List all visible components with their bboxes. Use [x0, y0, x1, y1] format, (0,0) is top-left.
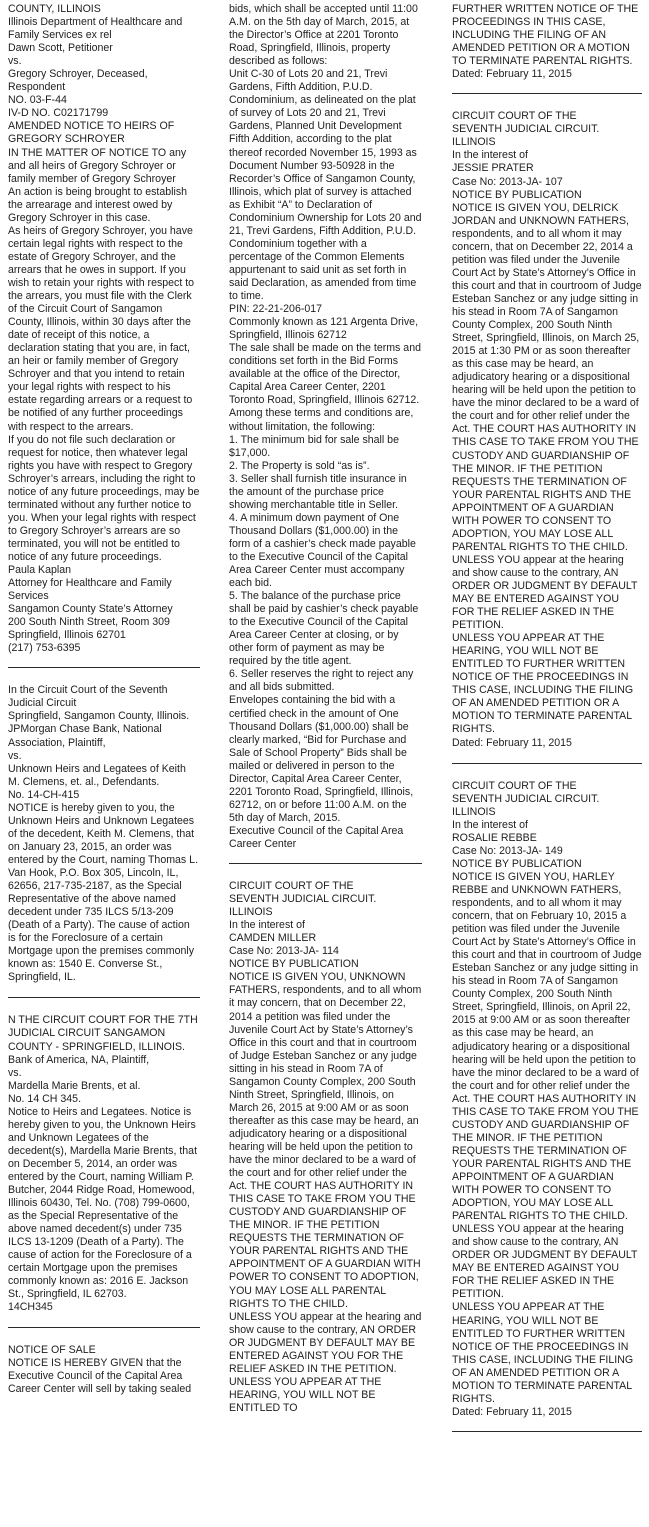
court-circuit: SEVENTH JUDICIAL CIRCUIT. ILLINOIS: [229, 893, 377, 919]
sale-term-item: 2. The Property is sold “as is”.: [229, 459, 370, 472]
notice-title: NOTICE BY PUBLICATION: [452, 857, 582, 870]
notice-camden-miller-continued: [452, 3, 642, 81]
case-number: Case No: 2013-JA- 114: [229, 945, 339, 958]
column-1: [8, 3, 200, 1396]
case-number: Case No: 2013-JA- 149: [452, 844, 563, 857]
notice-title: AMENDED NOTICE TO HEIRS OF GREGORY SCHROYER: [8, 120, 175, 146]
defendants-name: Mardella Marie Brents, et al.: [8, 1079, 141, 1092]
notice-of-sale: [8, 1344, 200, 1396]
interest-of-label: In the interest of: [452, 149, 528, 162]
attorney-phone: (217) 753-6395: [8, 642, 81, 655]
minor-name: CAMDEN MILLER: [229, 932, 317, 945]
court-county-line: COUNTY, ILLINOIS: [8, 3, 101, 15]
notice-rosalie-rebbe: [452, 780, 642, 1419]
sale-term-item: 3. Seller shall furnish title insurance in the amount of the purchase price showing merchantable title in Seller.: [229, 472, 407, 511]
sale-term-item: 5. The balance of the purchase price shall be paid by cashier’s check payable to the Executive Council of the Capital Area Career Center at closing, or by other form of payment as may be required by the title agent.: [229, 590, 419, 668]
attorney-name: Paula Kaplan: [8, 564, 72, 577]
notice-divider: [8, 1327, 200, 1328]
notice-paragraph: UNLESS YOU appear at the hearing and show cause to the contrary, AN ORDER OR JUDGMENT BY DEFAULT MAY BE ENTERED AGAINST YOU FOR THE RELIEF ASKED IN THE PETITION.: [452, 1223, 638, 1301]
case-number: NO. 03-F-44: [8, 94, 67, 107]
notice-paragraph: UNLESS YOU appear at the hearing and show cause to the contrary, AN ORDER OR JUDGMENT BY DEFAULT MAY BE ENTERED AGAINST YOU FOR THE RELIEF ASKED IN THE PETITION.: [452, 553, 638, 632]
sale-term-item: 4. A minimum down payment of One Thousand Dollars ($1,000.00) in the form of a cashier’s check made payable to the Executive Council of the Capital Area Career Center must accompany each bid.: [229, 511, 416, 590]
respondent-name: Gregory Schroyer, Deceased, Respondent: [8, 68, 148, 94]
petitioner-agency: Illinois Department of Healthcare and Family Services ex rel: [8, 16, 183, 42]
property-address: Commonly known as 121 Argenta Drive, Springfield, Illinois 62712: [229, 316, 419, 342]
versus-text: vs.: [8, 55, 22, 68]
notice-paragraph: UNLESS YOU appear at the hearing and show cause to the contrary, AN ORDER OR JUDGMENT BY DEFAULT MAY BE ENTERED AGAINST YOU FOR THE RELIEF ASKED IN THE PETITION.: [229, 1310, 422, 1375]
case-number: No. 14 CH 345.: [8, 1092, 82, 1105]
notice-date: Dated: February 11, 2015: [452, 736, 572, 749]
notice-paragraph: NOTICE IS GIVEN YOU, DELRICK JORDAN and UNKNOWN FATHERS, respondents, and to all whom it may concern, that on December 22, 2014 a petition was filed under the Juvenile Court Act by State’s Attorney’s Office in this court and that in courtroom of Judge Esteban Sanchez or any judge sitting in his stead in Room 7A of Sangamon County Complex, 200 South Ninth Street, Springfield, Illinois, on March 25, 2015 at 1:30 PM or as soon thereafter as this case may be heard, an adjudicatory hearing or a dispositional hearing will be held upon the petition to have the minor declared to be a ward of the court and for other relief under the Act. THE COURT HAS AUTHORITY IN THIS CASE TO TAKE FROM YOU THE CUSTODY AND GUARDIANSHIP OF THE MINOR. IF THE PETITION REQUESTS THE TERMINATION OF YOUR PARENTAL RIGHTS AND THE APPOINTMENT OF A GUARDIAN WITH POWER TO CONSENT TO ADOPTION, YOU MAY LOSE ALL PARENTAL RIGHTS TO THE CHILD.: [452, 201, 642, 553]
notice-paragraph: NOTICE IS GIVEN YOU, UNKNOWN FATHERS, respondents, and to all whom it may concern, that on December 22, 2014 a petition was filed under the Juvenile Court Act by State’s Attorney’s Office in this court and that in courtroom of Judge Esteban Sanchez or any judge sitting in his stead in Room 7A of Sangamon County Complex, 200 South Ninth Street, Springfield, Illinois, on March 26, 2015 at 9:00 AM or as soon thereafter as this case may be heard, an adjudicatory hearing or a dispositional hearing will be held upon the petition to have the minor declared to be a ward of the court and for other relief under the Act. THE COURT HAS AUTHORITY IN THIS CASE TO TAKE FROM YOU THE CUSTODY AND GUARDIANSHIP OF THE MINOR. IF THE PETITION REQUESTS THE TERMINATION OF YOUR PARENTAL RIGHTS AND THE APPOINTMENT OF A GUARDIAN WITH POWER TO CONSENT TO ADOPTION, YOU MAY LOSE ALL PARENTAL RIGHTS TO THE CHILD.: [229, 971, 422, 1310]
attorney-city: Springfield, Illinois 62701: [8, 629, 126, 642]
case-reference: 14CH345: [8, 1301, 53, 1314]
notice-jessie-prater: [452, 110, 642, 749]
attorney-street: 200 South Ninth Street, Room 309: [8, 616, 170, 629]
versus-text: vs.: [8, 749, 22, 762]
notice-title: NOTICE OF SALE: [8, 1343, 96, 1356]
court-circuit: SEVENTH JUDICIAL CIRCUIT. ILLINOIS: [452, 792, 600, 818]
notice-paragraph: bids, which shall be accepted until 11:00 A.M. on the 5th day of March, 2015, at the Director’s Office at 2201 Toronto Road, Springfield, Illinois, property described as follows:: [229, 3, 418, 68]
notice-addressees: IN THE MATTER OF NOTICE TO any and all heirs of Gregory Schroyer or family member of Gregory Schroyer: [8, 146, 187, 185]
bid-instructions: Envelopes containing the bid with a certified check in the amount of One Thousand Dollars ($1,000.00) shall be clearly marked, “Bid for Purchase and Sale of School Property” Bids shall be mailed or delivered in person to the Director, Capital Area Career Center, 2201 Toronto Road, Springfield, Illinois, 62712, on or before 11:00 A.M. on the 5th day of March, 2015.: [229, 694, 414, 824]
versus-text: vs.: [8, 1066, 22, 1079]
court-name: N THE CIRCUIT COURT FOR THE 7TH JUDICIAL CIRCUIT SANGAMON COUNTY - SPRINGFIELD, ILLINOIS.: [8, 1014, 198, 1053]
court-name: CIRCUIT COURT OF THE: [452, 779, 577, 792]
court-name: CIRCUIT COURT OF THE: [452, 110, 577, 123]
notice-paragraph: FURTHER WRITTEN NOTICE OF THE PROCEEDINGS IN THIS CASE, INCLUDING THE FILING OF AN AMENDED PETITION OR A MOTION TO TERMINATE PARENTAL RIGHTS.: [452, 3, 639, 68]
attorney-office: Sangamon County State’s Attorney: [8, 603, 173, 616]
notice-paragraph: An action is being brought to establish the arrearage and interest owed by Gregory Schroyer in this case.: [8, 185, 188, 224]
defendants-name: Unknown Heirs and Legatees of Keith M. Clemens, et. al., Defendants.: [8, 762, 186, 788]
notice-paragraph: As heirs of Gregory Schroyer, you have certain legal rights with respect to the estate of Gregory Schroyer, and the arrears that he owes in support. If you wish to retain your rights with respect to the arrears, you must file with the Clerk of the Circuit Court of Sangamon County, Illinois, within 30 days after the date of receipt of this notice, a declaration stating that you are, in fact, an heir or family member of Gregory Schroyer and that you intend to retain your legal rights with respect to his estate regarding arrears or a request to be notified of any further proceedings with respect to the arrears.: [8, 224, 195, 433]
minor-name: JESSIE PRATER: [452, 162, 534, 175]
plaintiff-name: Bank of America, NA, Plaintiff,: [8, 1053, 150, 1066]
sale-term-item: 6. Seller reserves the right to reject any and all bids submitted.: [229, 668, 414, 694]
column-3: [452, 3, 642, 1448]
notice-title: NOTICE BY PUBLICATION: [229, 958, 359, 971]
notice-paragraph: NOTICE is hereby given to you, the Unknown Heirs and Unknown Legatees of the decedent, Keith M. Clemens, that on January 23, 2015, an order was entered by the Court, naming Thomas L. Van Hook, P.O. Box 305, Lincoln, IL, 62656, 217-735-2187, as the Special Representative of the above named decedent under 735 ILCS 5/13-209 (Death of a Party). The cause of action is for the Foreclosure of a certain Mortgage upon the premises commonly known as: 1540 E. Converse St., Springfield, IL.: [8, 801, 199, 984]
column-2: [229, 3, 422, 1415]
petitioner-name: Dawn Scott, Petitioner: [8, 42, 113, 55]
court-circuit: SEVENTH JUDICIAL CIRCUIT. ILLINOIS: [452, 123, 600, 149]
property-pin: PIN: 22-21-206-017: [229, 303, 323, 316]
notice-divider: [452, 763, 642, 764]
minor-name: ROSALIE REBBE: [452, 831, 537, 844]
court-location: Springfield, Sangamon County, Illinois.: [8, 710, 190, 723]
notice-paragraph: Notice to Heirs and Legatees. Notice is hereby given to you, the Unknown Heirs and Unknown Legatees of the decedent(s), Mardella Marie Brents, that on December 5, 2014, an order was entered by the Court, naming William P. Butcher, 2044 Ridge Road, Homewood, Illinois 60430, Tel. No. (708) 799-0600, as the Special Representative of the above named decedent(s) under 735 ILCS 13-1209 (Death of a Party). The cause of action for the Foreclosure of a certain Mortgage upon the premises commonly known as: 2016 E. Jackson St., Springfield, IL 62703.: [8, 1105, 198, 1301]
notice-heirs-gregory-schroyer: [8, 3, 200, 655]
notice-paragraph: If you do not file such declaration or request for notice, then whatever legal rights you have with respect to Gregory Schroyer’s arrears, including the right to notice of any future proceedings, may be terminated without any further notice to you. When your legal rights with respect to Gregory Schroyer’s arrears are so terminated, you will not be entitled to notice of any future proceedings.: [8, 433, 200, 563]
interest-of-label: In the interest of: [452, 818, 528, 831]
notice-title: NOTICE BY PUBLICATION: [452, 188, 582, 201]
notice-divider: [8, 667, 200, 668]
case-number: No. 14-CH-415: [8, 788, 80, 801]
notice-paragraph: UNLESS YOU APPEAR AT THE HEARING, YOU WILL NOT BE ENTITLED TO FURTHER WRITTEN NOTICE OF THE PROCEEDINGS IN THIS CASE, INCLUDING THE FILING OF AN AMENDED PETITION OR A MOTION TO TERMINATE PARENTAL RIGHTS.: [452, 1301, 634, 1405]
interest-of-label: In the interest of: [229, 919, 305, 932]
notice-paragraph: NOTICE IS GIVEN YOU, HARLEY REBBE and UNKNOWN FATHERS, respondents, and to all whom it may concern, that on February 10, 2015 a petition was filed under the Juvenile Court Act by State’s Attorney’s Office in this court and that in courtroom of Judge Esteban Sanchez or any judge sitting in his stead in Room 7A of Sangamon County Complex, 200 South Ninth Street, Springfield, Illinois, on April 22, 2015 at 9:00 AM or as soon thereafter as this case may be heard, an adjudicatory hearing or a dispositional hearing will be held upon the petition to have the minor declared to be a ward of the court and for other relief under the Act. THE COURT HAS AUTHORITY IN THIS CASE TO TAKE FROM YOU THE CUSTODY AND GUARDIANSHIP OF THE MINOR. IF THE PETITION REQUESTS THE TERMINATION OF YOUR PARENTAL RIGHTS AND THE APPOINTMENT OF A GUARDIAN WITH POWER TO CONSENT TO ADOPTION, YOU MAY LOSE ALL PARENTAL RIGHTS TO THE CHILD.: [452, 870, 642, 1223]
court-name: CIRCUIT COURT OF THE: [229, 880, 354, 893]
notice-camden-miller: [229, 880, 422, 1415]
court-name: In the Circuit Court of the Seventh Judicial Circuit: [8, 684, 168, 710]
notice-keith-clemens: [8, 684, 200, 984]
iv-d-number: IV-D NO. C02171799: [8, 107, 109, 120]
notice-date: Dated: February 11, 2015: [452, 68, 572, 81]
notice-paragraph: NOTICE IS HEREBY GIVEN that the Executive Council of the Capital Area Career Center will sell by taking sealed: [8, 1356, 192, 1395]
notice-date: Dated: February 11, 2015: [452, 1405, 572, 1418]
notice-paragraph: UNLESS YOU APPEAR AT THE HEARING, YOU WILL NOT BE ENTITLED TO: [229, 1375, 382, 1414]
notice-signature: Executive Council of the Capital Area Career Center: [229, 824, 404, 850]
notice-of-sale-continued: [229, 3, 422, 851]
sale-terms-intro: The sale shall be made on the terms and conditions set forth in the Bid Forms available at the office of the Director, Capital Area Career Center, 2201 Toronto Road, Springfield, Illinois 62712. Among these terms and conditions are, without limitation, the following:: [229, 342, 421, 433]
notice-mardella-brents: [8, 1014, 200, 1314]
notice-divider: [452, 1431, 642, 1432]
notice-divider: [8, 997, 200, 998]
property-description: Unit C-30 of Lots 20 and 21, Trevi Gardens, Fifth Addition, P.U.D. Condominium, as delineated on the plat of survey of Lots 20 and 21, Trevi Gardens, Planned Unit Development Fifth Addition, according to the plat thereof recorded November 15, 1993 as Document Number 93-50928 in the Recorder’s Office of Sangamon County, Illinois, which plat of survey is attached as Exhibit “A” to Declaration of Condominium Ownership for Lots 20 and 21, Trevi Gardens, Fifth Addition, P.U.D. Condominium together with a percentage of the Common Elements appurtenant to said unit as set forth in said Declaration, as amended from time to time.: [229, 68, 422, 303]
plaintiff-name: JPMorgan Chase Bank, National Association, Plaintiff,: [8, 723, 162, 749]
sale-term-item: 1. The minimum bid for sale shall be $17,000.: [229, 433, 399, 459]
notice-paragraph: UNLESS YOU APPEAR AT THE HEARING, YOU WILL NOT BE ENTITLED TO FURTHER WRITTEN NOTICE OF THE PROCEEDINGS IN THIS CASE, INCLUDING THE FILING OF AN AMENDED PETITION OR A MOTION TO TERMINATE PARENTAL RIGHTS.: [452, 632, 634, 736]
attorney-role: Attorney for Healthcare and Family Services: [8, 577, 172, 603]
case-number: Case No: 2013-JA- 107: [452, 175, 563, 188]
notice-divider: [229, 863, 422, 864]
notice-divider: [452, 93, 642, 94]
